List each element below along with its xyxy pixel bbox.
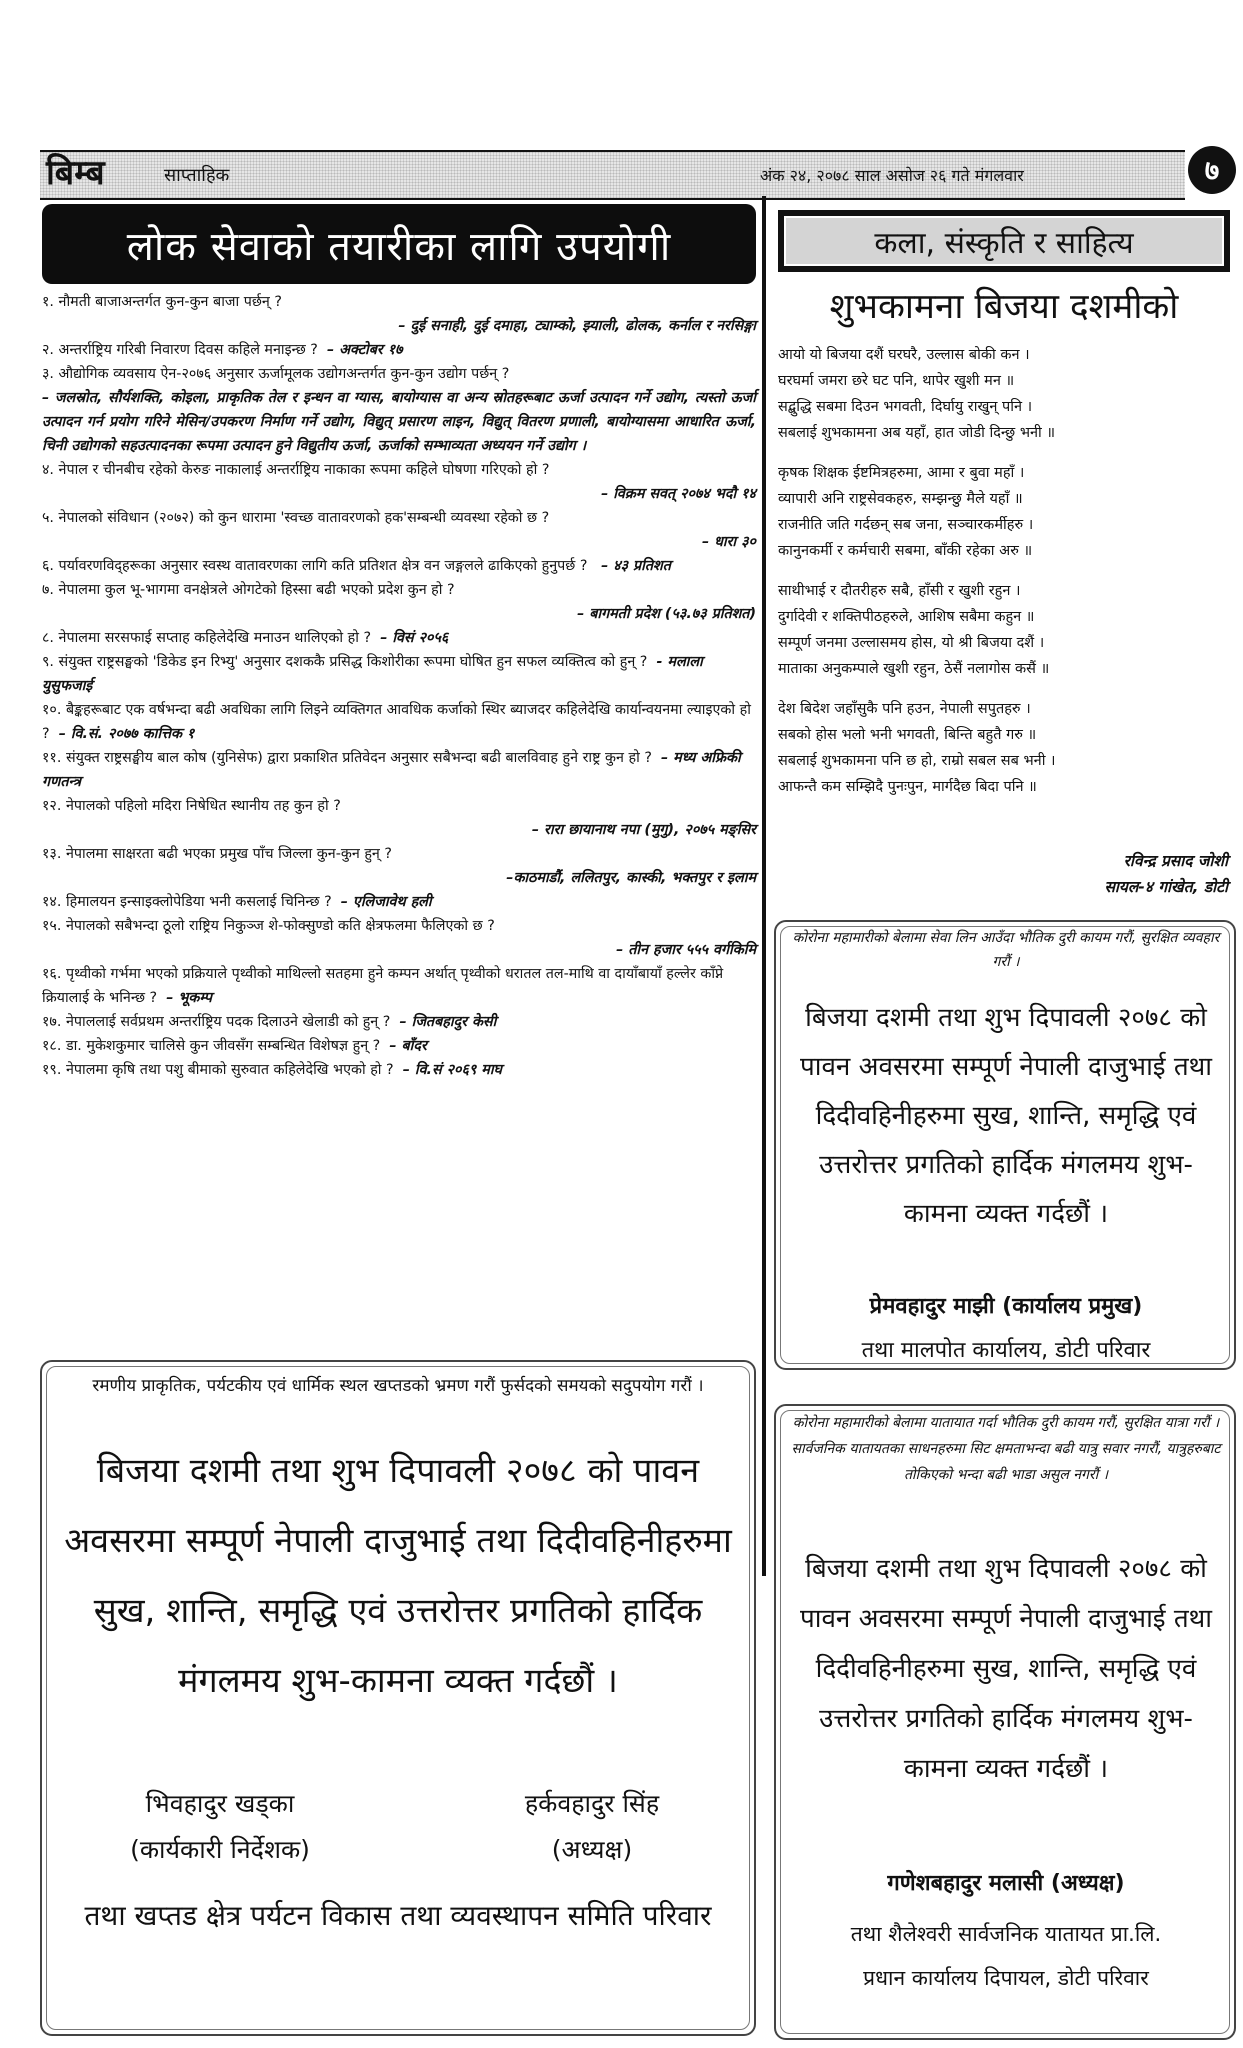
section-title-right	[778, 210, 1230, 272]
ad-message: बिजया दशमी तथा शुभ दिपावली २०७८ को पावन अवसरमा सम्पूर्ण नेपाली दाजुभाई तथा दिदीवहिनीहरुमा सुख, शान्ति, समृद्धि एवं उत्तरोत्तर प्रगतिको हार्दिक मंगलमय शुभ-कामना व्यक्त गर्दछौं ।	[64, 1451, 732, 1701]
poem-line: सबलाई शुभकामना पनि छ हो, राम्रो सबल सब भनी ।	[778, 753, 1056, 769]
answer: – धारा ३०	[701, 534, 756, 550]
column-divider	[762, 196, 766, 1576]
poem-stanza	[778, 342, 1230, 446]
question: ७. नेपालमा कुल भू-भागमा वनक्षेत्रले ओगटेको हिस्सा बढी भएको प्रदेश कुन हो ?	[42, 582, 455, 598]
question-with-answer	[42, 626, 756, 650]
poem-line: सबको होस भलो भनी भगवती, बिन्ति बहुतै गरु ॥	[778, 727, 1037, 743]
poem-line: व्यापारी अनि राष्ट्रसेवकहरु, सम्झन्छु मैले यहाँ ॥	[778, 491, 1023, 507]
ad-signatory-name: हर्कवहादुर सिंह	[524, 1789, 660, 1818]
answer: – रारा छायानाथ नपा (मुगु), २०७५ मङ्सिर	[531, 822, 756, 838]
page-number-badge: ७	[1188, 146, 1236, 194]
question-with-answer	[42, 962, 756, 1010]
ad-note: कोरोना महामारीको बेलामा सेवा लिन आउँदा भौतिक दुरी कायम गरौं, सुरक्षित व्यवहार गरौं ।	[792, 930, 1220, 970]
question: ५. नेपालको संविधान (२०७२) को कुन धारामा 'स्वच्छ वातावरणको हक'सम्बन्धी व्यवस्था रहेको छ ?	[42, 510, 550, 526]
question: १. नौमती बाजाअन्तर्गत कुन-कुन बाजा पर्छन् ?	[42, 294, 282, 310]
answer: – तीन हजार ५५५ वर्गकिमि	[616, 942, 756, 958]
poem-line: कानुनकर्मी र कर्मचारी सबमा, बाँकी रहेका अरु ॥	[778, 543, 1033, 559]
quiz-section	[42, 290, 756, 1082]
question: १९. नेपालमा कृषि तथा पशु बीमाको सुरुवात कहिलेदेखि भएको हो ?	[42, 1062, 394, 1078]
poem-line: आफन्तै कम सम्झिदै पुनःपुन, मार्गदैछ बिदा पनि ॥	[778, 779, 1037, 795]
brand-subtitle: साप्ताहिक	[164, 165, 230, 186]
question-with-answer	[42, 746, 756, 794]
ad-note: कोरोना महामारीको बेलामा यातायात गर्दा भौतिक दुरी कायम गरौं, सुरक्षित यात्रा गरौं । सार्वजनिक यातायतका साधनहरुमा सिट क्षमताभन्दा बढी यात्रु सवार नगरौं, यात्रुहरुबाट तोकिएको भन्दा बढी भाडा असुल नगरौं ।	[791, 1415, 1221, 1483]
poet-credit	[778, 848, 1228, 900]
ad-message: बिजया दशमी तथा शुभ दिपावली २०७८ को पावन अवसरमा सम्पूर्ण नेपाली दाजुभाई तथा दिदीवहिनीहरुमा सुख, शान्ति, समृद्धि एवं उत्तरोत्तर प्रगतिको हार्दिक मंगलमय शुभ-कामना व्यक्त गर्दछौं ।	[799, 1554, 1213, 1784]
question-with-answer	[42, 1010, 756, 1034]
question-with-answer	[42, 1058, 756, 1082]
ad-signatory-role: (अध्यक्ष)	[551, 1835, 633, 1864]
poem-stanza	[778, 460, 1230, 564]
answer: – विक्रम सवत् २०७४ भदौ १४	[601, 486, 756, 502]
question: ४. नेपाल र चीनबीच रहेको केरुङ नाकालाई अन्तर्राष्ट्रिय नाकाका रूपमा कहिले घोषणा गरिएको हो ?	[42, 462, 550, 478]
poet-name: रविन्द्र प्रसाद जोशी	[1123, 852, 1228, 870]
question-with-answer	[42, 554, 756, 578]
poem-line: राजनीति जति गर्दछन् सब जना, सञ्चारकर्मीहरु ।	[778, 517, 1034, 533]
answer: – विसं २०५६	[380, 630, 449, 646]
question-with-answer	[42, 338, 756, 362]
ad-organization: तथा शैलेश्वरी सार्वजनिक यातायत प्रा.लि.	[850, 1922, 1162, 1946]
question-with-answer	[42, 890, 756, 914]
answer: – वि.सं. २०७७ कात्तिक १	[58, 726, 195, 742]
poem-line: कृषक शिक्षक ईष्टमित्रहरुमा, आमा र बुवा महाँ ।	[778, 465, 1025, 481]
section-title-text: कला, संस्कृति र साहित्य	[784, 216, 1224, 266]
answer: – दुई सनाही, दुई दमाहा, ट्याम्को, झ्याली, ढोलक, कर्नाल र नरसिङ्गा	[398, 318, 756, 334]
answer: –काठमाडौं, ललितपुर, कास्की, भक्तपुर र इलाम	[506, 870, 756, 886]
question: ८. नेपालमा सरसफाई सप्ताह कहिलेदेखि मनाउन थालिएको हो ?	[42, 630, 372, 646]
poem-line: सम्पूर्ण जनमा उल्लासमय होस, यो श्री बिजया दशैं ।	[778, 635, 1045, 651]
answer: – अक्टोबर १७	[326, 342, 403, 358]
ad-note: रमणीय प्राकृतिक, पर्यटकीय एवं धार्मिक स्थल खप्तडको भ्रमण गरौं फुर्सदको समयको सदुपयोग गरौं ।	[92, 1376, 704, 1396]
poem-line: आयो यो बिजया दशैं घरघरै, उल्लास बोकी कन ।	[778, 347, 1030, 363]
answer: – वि.सं २०६९ माघ	[402, 1062, 503, 1078]
answer: – बागमती प्रदेश (५३.७३ प्रतिशत)	[577, 606, 756, 622]
question: ९. संयुक्त राष्ट्रसङ्घको 'डिकेड इन रिभ्यु' अनुसार दशककै प्रसिद्ध किशोरीका रूपमा घोषित हुन सफल व्यक्तित्व को हुन् ?	[42, 654, 648, 670]
poem-line: देश बिदेश जहाँसुकै पनि हउन, नेपाली सपुतहरु ।	[778, 701, 1031, 717]
answer: – जलस्रोत, सौर्यशक्ति, कोइला, प्राकृतिक तेल र इन्धन वा ग्यास, बायोग्यास वा अन्य स्रोतहरूबाट ऊर्जा उत्पादन गर्ने उद्योग, त्यस्तो ऊर्जा उत्पादन गर्न प्रयोग गरिने मेसिन/उपकरण निर्माण गर्ने उद्योग, विद्युत् प्रसारण लाइन, विद्युत् वितरण प्रणाली, बायोग्यासमा आधारित ऊर्जा, चिनी उद्योगको सहउत्पादनका रूपमा उत्पादन हुने विद्युतीय ऊर्जा, ऊर्जाको सम्भाव्यता अध्ययन गर्ने उद्योग ।	[42, 390, 756, 454]
question: १७. नेपाललाई सर्वप्रथम अन्तर्राष्ट्रिय पदक दिलाउने खेलाडी को हुन् ?	[42, 1014, 391, 1030]
answer: – ४३ प्रतिशत	[601, 558, 671, 574]
poem-line: साथीभाई र दौतरीहरु सबै, हाँसी र खुशी रहुन ।	[778, 583, 1021, 599]
poem-title: शुभकामना बिजया दशमीको	[829, 287, 1179, 327]
question-with-answer	[42, 1034, 756, 1058]
question: १३. नेपालमा साक्षरता बढी भएका प्रमुख पाँच जिल्ला कुन-कुन हुन् ?	[42, 846, 392, 862]
question: १८. डा. मुकेशकुमार चालिसे कुन जीवसँग सम्बन्धित विशेषज्ञ हुन् ?	[42, 1038, 381, 1054]
answer: – जितबहादुर केसी	[399, 1014, 497, 1030]
question: १६. पृथ्वीको गर्भमा भएको प्रक्रियाले पृथ्वीको माथिल्लो सतहमा हुने कम्पन अर्थात् पृथ्वीको धरातल तल-माथि वा दायाँबायाँ हल्लेर काँप्ने क्रियालाई के भनिन्छ ?	[42, 966, 724, 1006]
poem-stanza	[778, 578, 1230, 682]
ad-organization: तथा मालपोत कार्यालय, डोटी परिवार	[861, 1338, 1151, 1363]
brand-logo: बिम्ब	[46, 153, 105, 193]
issue-info: अंक २४, २०७८ साल असोज २६ गते मंगलवार	[760, 166, 1024, 185]
ad-signatory: प्रेमवहादुर माझी (कार्यालय प्रमुख)	[869, 1294, 1143, 1319]
answer: - मलाला युसुफजाई	[42, 654, 703, 694]
question: १४. हिमालयन इन्साइक्लोपेडिया भनी कसलाई चिनिन्छ ?	[42, 894, 332, 910]
poem-line: दुर्गादेवी र शक्तिपीठहरुले, आशिष सबैमा कहुन ॥	[778, 609, 1035, 625]
question-with-answer	[42, 698, 756, 746]
ad-signatory-role: (कार्यकारी निर्देशक)	[130, 1835, 310, 1864]
poem	[778, 342, 1230, 814]
section-title-left: लोक सेवाको तयारीका लागि उपयोगी	[42, 204, 756, 284]
question: २. अन्तर्राष्ट्रिय गरिबी निवारण दिवस कहिले मनाइन्छ ?	[42, 342, 318, 358]
ad-signatory: गणेशबहादुर मलासी (अध्यक्ष)	[887, 1871, 1125, 1896]
question: १२. नेपालको पहिलो मदिरा निषेधित स्थानीय तह कुन हो ?	[42, 798, 341, 814]
poem-line: सबलाई शुभकामना अब यहाँ, हात जोडी दिन्छु भनी ॥	[778, 425, 1056, 441]
question: १०. बैङ्कहरूबाट एक वर्षभन्दा बढी अवधिका लागि लिइने व्यक्तिगत आवधिक कर्जाको स्थिर ब्याजदर कहिलेदेखि कार्यान्वयनमा ल्याइएको हो ?	[42, 702, 751, 742]
ad-signatory-name: भिवहादुर खड्का	[145, 1789, 295, 1818]
poem-stanza	[778, 696, 1230, 800]
question: ११. संयुक्त राष्ट्रसङ्घीय बाल कोष (युनिसेफ) द्वारा प्रकाशित प्रतिवेदन अनुसार सबैभन्दा बढी बालविवाह हुने राष्ट्र कुन हो ?	[42, 750, 652, 766]
answer: – बाँदर	[389, 1038, 427, 1054]
poem-line: माताका अनुकम्पाले खुशी रहुन, ठेसैं नलागोस कसैं ॥	[778, 661, 1050, 677]
poem-line: सद्बुद्धि सबमा दिउन भगवती, दिर्घायु राखुन् पनि ।	[778, 399, 1033, 415]
answer: – मध्य अफ्रिकी गणतन्त्र	[42, 750, 741, 790]
question-with-answer	[42, 650, 756, 698]
question: १५. नेपालको सबैभन्दा ठूलो राष्ट्रिय निकुञ्ज शे-फोक्सुण्डो कति क्षेत्रफलमा फैलिएको छ ?	[42, 918, 495, 934]
ad-message: बिजया दशमी तथा शुभ दिपावली २०७८ को पावन अवसरमा सम्पूर्ण नेपाली दाजुभाई तथा दिदीवहिनीहरुमा सुख, शान्ति, समृद्धि एवं उत्तरोत्तर प्रगतिको हार्दिक मंगलमय शुभ-कामना व्यक्त गर्दछौं ।	[799, 1003, 1213, 1229]
ad-organization: तथा खप्तड क्षेत्र पर्यटन विकास तथा व्यवस्थापन समिति परिवार	[84, 1899, 712, 1932]
answer: – भूकम्प	[166, 990, 213, 1006]
poem-line: घरघर्मा जमरा छरे घट पनि, थापेर खुशी मन ॥	[778, 373, 1015, 389]
ad-organization-address: प्रधान कार्यालय दिपायल, डोटी परिवार	[863, 1966, 1149, 1990]
question: ६. पर्यावरणविद्हरूका अनुसार स्वस्थ वातावरणका लागि कति प्रतिशत क्षेत्र वन जङ्गलले ढाकिएको हुनुपर्छ ?	[42, 558, 588, 574]
question: ३. औद्योगिक व्यवसाय ऐन-२०७६ अनुसार ऊर्जामूलक उद्योगअन्तर्गत कुन-कुन उद्योग पर्छन् ?	[42, 366, 510, 382]
poet-address: सायल-४ गांखेत, डोटी	[1104, 878, 1228, 896]
answer: – एलिजावेथ हली	[340, 894, 432, 910]
